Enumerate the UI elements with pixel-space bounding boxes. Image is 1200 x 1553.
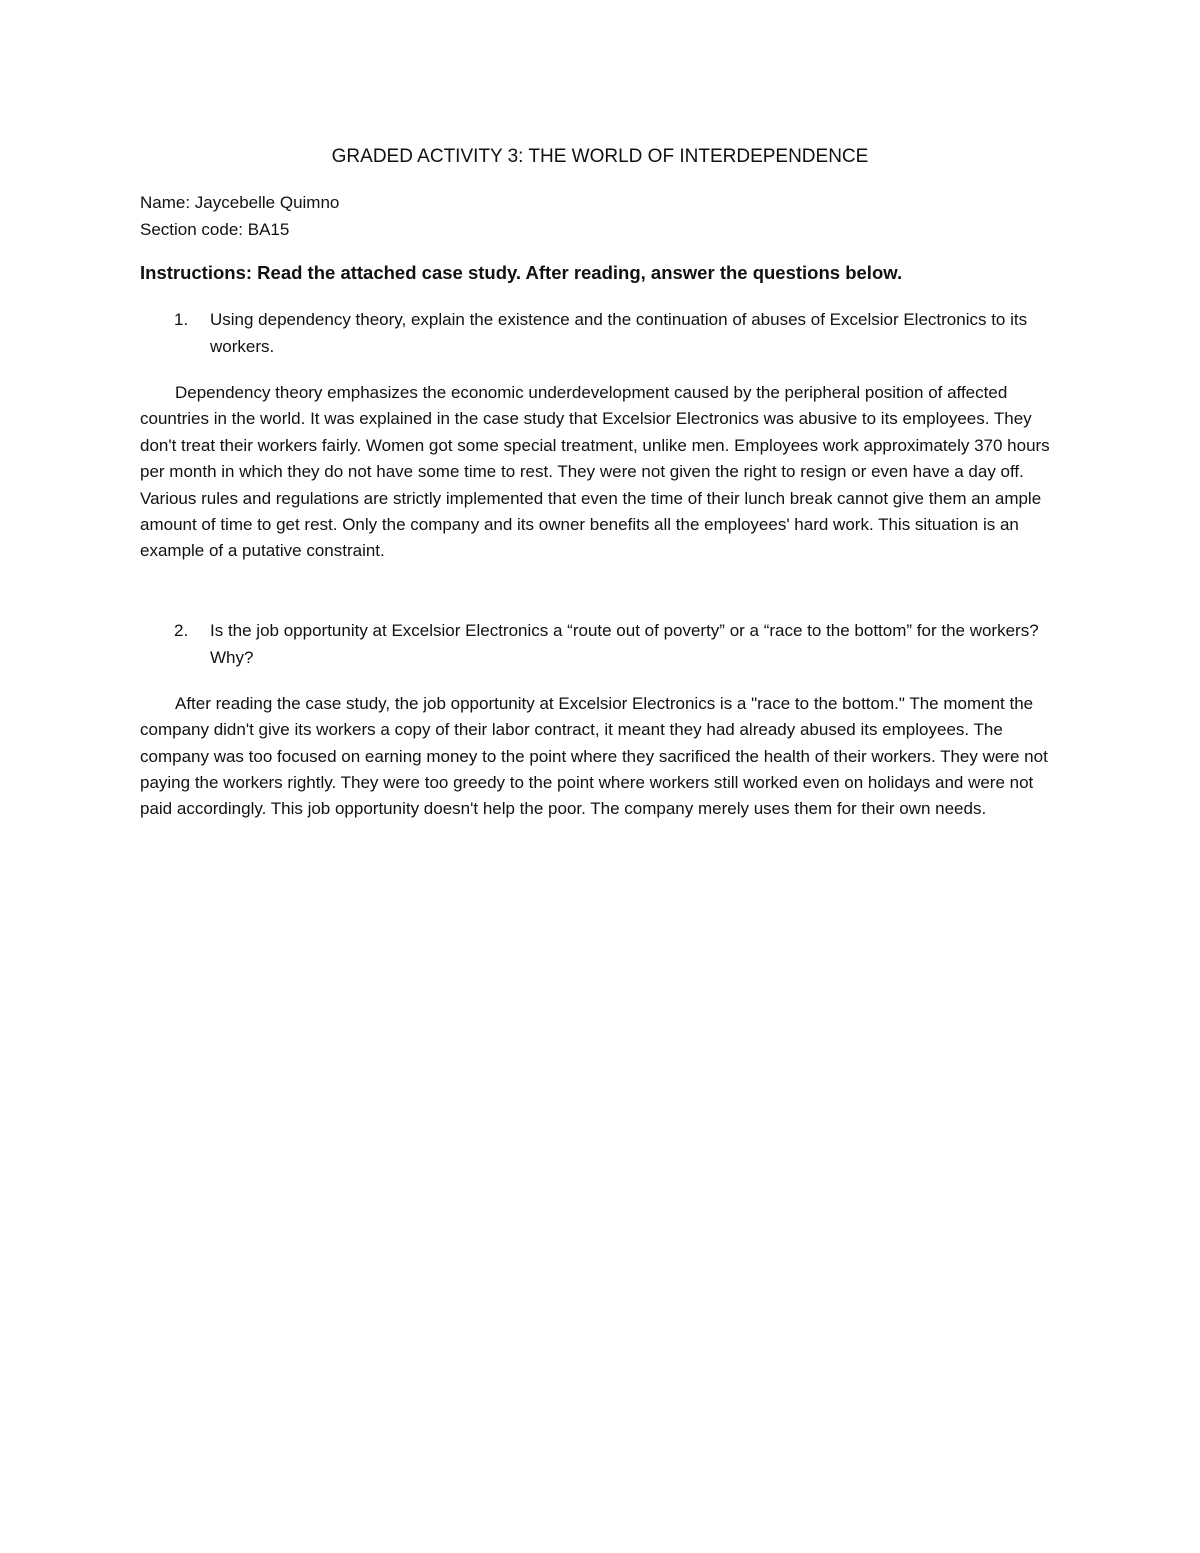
document-body	[140, 143, 1060, 823]
question-2	[140, 617, 1060, 671]
question-2-text: Is the job opportunity at Excelsior Electronics a “route out of poverty” or a “race to the bottom” for the workers? Why?	[210, 620, 1039, 667]
instructions: Instructions: Read the attached case study. After reading, answer the questions below.	[140, 262, 903, 283]
student-info	[140, 189, 1060, 243]
question-1-number: 1.	[174, 310, 189, 329]
question-1-text: Using dependency theory, explain the existence and the continuation of abuses of Excelsior Electronics to its workers.	[210, 310, 1028, 356]
question-2-number: 2.	[174, 620, 189, 640]
section-spacer	[140, 565, 1060, 617]
answer-1: Dependency theory emphasizes the economic underdevelopment caused by the peripheral position of affected countries in the world. It was explained in the case study that Excelsior Electronics was abusive to its employees. They don't treat their workers fairly. Women got some special treatment, unlike men. Employees work approximately 370 hours per month in which they do not have some time to rest. They were not given the right to resign or even have a day off. Various rules and regulations are strictly implemented that even the time of their lunch break cannot give them an ample amount of time to get rest. Only the company and its owner benefits all the employees' hard work. This situation is an example of a putative constraint.	[140, 383, 1050, 561]
question-1	[140, 306, 1060, 360]
document-title: GRADED ACTIVITY 3: THE WORLD OF INTERDEPENDENCE	[331, 146, 869, 167]
answer-2: After reading the case study, the job opportunity at Excelsior Electronics is a "race to the bottom." The moment the company didn't give its workers a copy of their labor contract, it meant they had already abused its employees. The company was too focused on earning money to the point where they sacrificed the health of their workers. They were not paying the workers rightly. They were too greedy to the point where workers still worked even on holidays and were not paid accordingly. This job opportunity doesn't help the poor. The company merely uses them for their own needs.	[140, 693, 1048, 819]
section-code: Section code: BA15	[140, 220, 290, 239]
student-name: Name: Jaycebelle Quimno	[140, 193, 340, 212]
